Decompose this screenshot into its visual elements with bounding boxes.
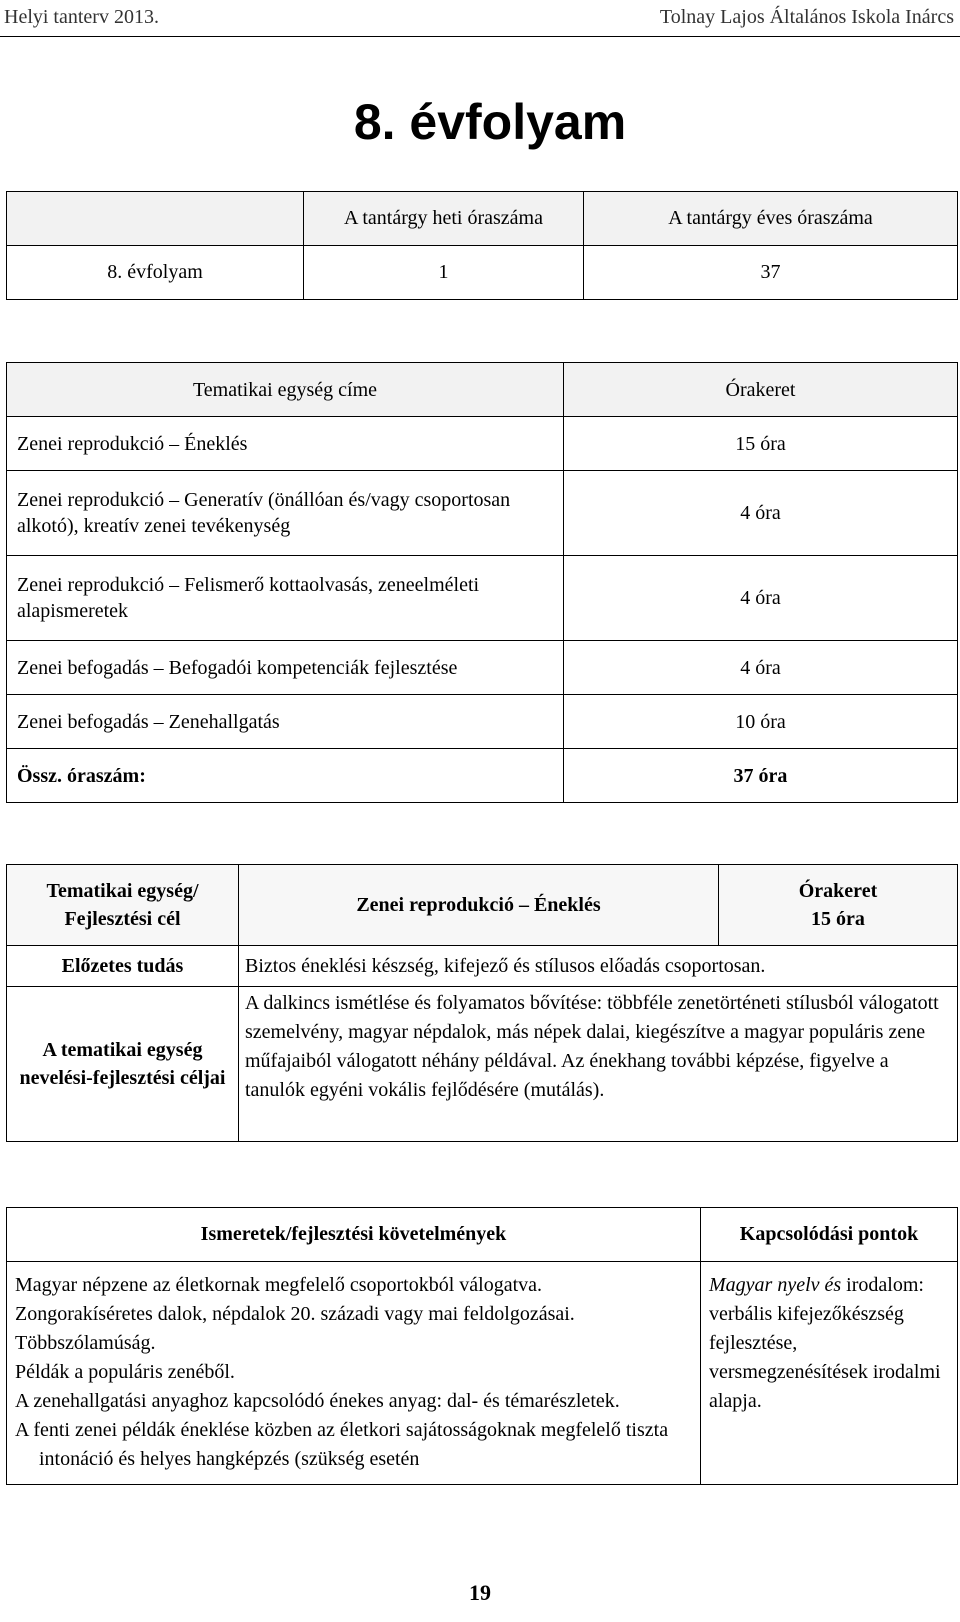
hours-value: 15 óra (811, 908, 865, 930)
yearly-hours-cell: 37 (584, 246, 958, 300)
goals-text: A dalkincs ismétlése és folyamatos bővítése: többféle zenetörténeti stílusból válogatott szemelvény, magyar népdalok, más népek dalai, kiegészítve a magyar populáris zene műfajaiból válogatott néhány példával. Az énekhang további képzése, figyelve a tanulók egyéni vokális fejlődésére (mutálás). (239, 987, 958, 1142)
prior-knowledge-label: Előzetes tudás (7, 946, 239, 987)
page-number: 19 (469, 1580, 491, 1605)
requirements-table (6, 1207, 958, 1485)
list-item: A zenehallgatási anyaghoz kapcsolódó énekes anyag: dal- és témarészletek. (15, 1390, 620, 1412)
table-row (7, 695, 958, 749)
table-row (7, 1262, 958, 1485)
total-row (7, 749, 958, 803)
prior-knowledge-text: Biztos éneklési készség, kifejező és stílusos előadás csoportosan. (239, 946, 958, 987)
table-header-cell: Tematikai egység címe (7, 363, 564, 417)
table-header-row (7, 363, 958, 417)
table-row (7, 246, 958, 300)
table-row (7, 987, 958, 1142)
unit-hours-cell: 10 óra (564, 695, 958, 749)
table-header-cell: Órakeret (564, 363, 958, 417)
connection-text: irodalom: verbális kifejezőkészség fejlesztése, versmegzenésítések irodalmi alapja. (709, 1274, 941, 1412)
units-table (6, 362, 958, 803)
table-row (7, 471, 958, 556)
table-header-cell: A tantárgy heti óraszáma (304, 192, 584, 246)
requirements-list (7, 1262, 701, 1485)
list-item: Többszólamúság. (15, 1332, 156, 1354)
unit-title-cell: Zenei reprodukció – Felismerő kottaolvasás, zeneelméleti alapismeretek (7, 556, 564, 641)
table-header-row (7, 192, 958, 246)
hours-label: Órakeret (798, 880, 878, 902)
table-row (7, 417, 958, 471)
list-item: Magyar népzene az életkornak megfelelő csoportokból válogatva. (15, 1274, 543, 1296)
list-item: A fenti zenei példák éneklése közben az életkori sajátosságoknak megfelelő tiszta intonáció és helyes hangképzés (szükség esetén (15, 1419, 669, 1470)
unit-hours-cell: 15 óra (564, 417, 958, 471)
unit-title-cell: Zenei reprodukció – Generatív (önállóan és/vagy csoportosan alkotó), kreatív zenei tevékenység (7, 471, 564, 556)
table-header-cell: Ismeretek/fejlesztési követelmények (7, 1208, 701, 1262)
table-row (7, 946, 958, 987)
table-header-cell: A tantárgy éves óraszáma (584, 192, 958, 246)
list-item: Példák a populáris zenéből. (15, 1361, 235, 1383)
unit-hours-cell (719, 865, 958, 946)
page-title: 8. évfolyam (353, 94, 627, 150)
weekly-hours-cell: 1 (304, 246, 584, 300)
unit-title-cell: Zenei reprodukció – Éneklés (7, 417, 564, 471)
unit-title-cell: Zenei befogadás – Befogadói kompetenciák fejlesztése (7, 641, 564, 695)
table-header-cell (7, 192, 304, 246)
header-left: Helyi tanterv 2013. (4, 6, 159, 28)
list-item: Zongorakíséretes dalok, népdalok 20. századi vagy mai feldolgozásai. (15, 1303, 575, 1325)
unit-hours-cell: 4 óra (564, 471, 958, 556)
unit-label-line: Fejlesztési cél (64, 908, 181, 930)
goals-label: A tematikai egység nevelési-fejlesztési céljai (7, 987, 239, 1142)
unit-detail-table (6, 864, 958, 1142)
table-header-row (7, 1208, 958, 1262)
grade-cell: 8. évfolyam (7, 246, 304, 300)
connection-subject: Magyar nyelv és (709, 1274, 842, 1296)
unit-title-cell: Zenei reprodukció – Éneklés (239, 865, 719, 946)
table-header-row (7, 865, 958, 946)
connection-points (701, 1262, 958, 1485)
page-header (0, 0, 960, 37)
unit-hours-cell: 4 óra (564, 641, 958, 695)
unit-label-line: Tematikai egység/ (46, 880, 199, 902)
total-label: Össz. óraszám: (7, 749, 564, 803)
header-right: Tolnay Lajos Általános Iskola Inárcs (659, 6, 954, 28)
total-value: 37 óra (564, 749, 958, 803)
hours-table (6, 191, 958, 300)
table-row (7, 641, 958, 695)
table-row (7, 556, 958, 641)
unit-label-cell (7, 865, 239, 946)
table-header-cell: Kapcsolódási pontok (701, 1208, 958, 1262)
unit-hours-cell: 4 óra (564, 556, 958, 641)
unit-title-cell: Zenei befogadás – Zenehallgatás (7, 695, 564, 749)
